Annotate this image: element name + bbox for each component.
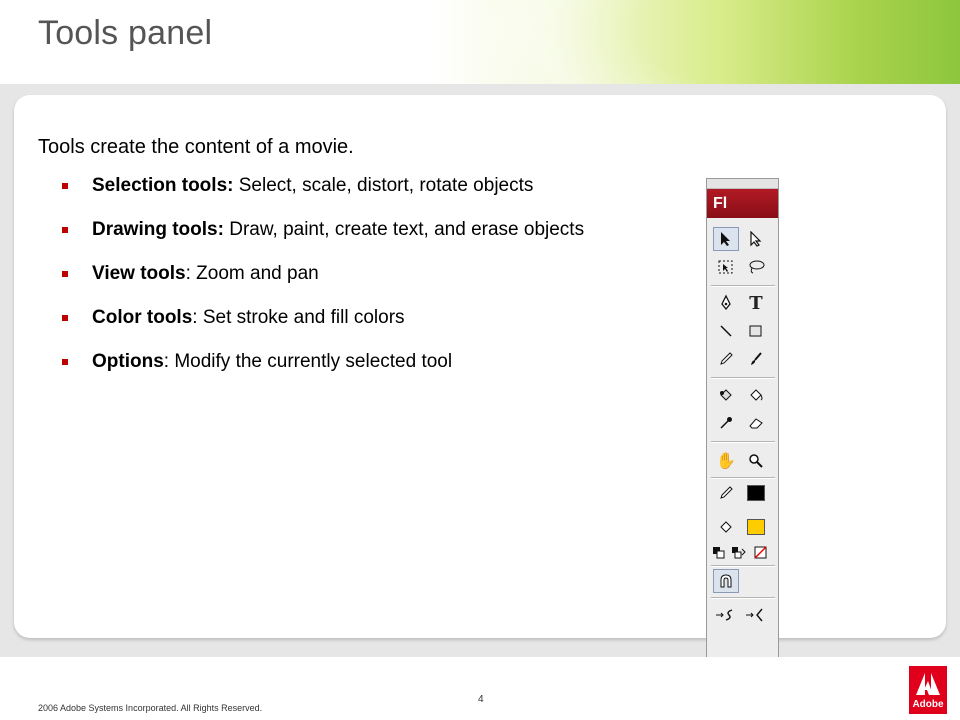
tool-row-transform <box>713 255 773 279</box>
bullet-text: Draw, paint, create text, and erase objects <box>223 219 585 240</box>
tool-row-eyedropper-eraser <box>713 411 773 435</box>
bullet-text: Select, scale, distort, rotate objects <box>233 175 534 196</box>
stroke-color-swatch <box>747 485 765 501</box>
bullet-marker <box>62 359 68 365</box>
swap-colors-icon[interactable] <box>729 541 749 565</box>
bullet-text: : Zoom and pan <box>185 263 319 284</box>
brush-icon[interactable] <box>743 347 769 371</box>
zoom-icon[interactable] <box>743 449 769 473</box>
adobe-a-icon <box>916 673 940 695</box>
bullet-text: : Set stroke and fill colors <box>192 307 405 328</box>
free-transform-icon[interactable] <box>713 255 739 279</box>
header-swoosh <box>480 0 960 84</box>
stroke-pencil-icon <box>713 481 739 505</box>
bullet-view-tools <box>62 262 622 285</box>
bullet-term: Options <box>92 351 164 372</box>
tool-row-fill-color <box>713 515 773 539</box>
tool-row-fill <box>713 383 773 407</box>
smooth-icon[interactable] <box>713 603 739 627</box>
bullet-list <box>62 174 622 394</box>
bullet-marker <box>62 271 68 277</box>
panel-titlebar <box>707 179 778 189</box>
bullet-selection-tools <box>62 174 622 197</box>
eyedropper-icon[interactable] <box>713 411 739 435</box>
adobe-logo <box>909 666 947 714</box>
panel-divider <box>711 377 775 379</box>
bullet-drawing-tools <box>62 218 622 241</box>
panel-divider <box>711 565 775 567</box>
no-color-icon[interactable] <box>751 541 771 565</box>
tool-row-selection <box>713 227 773 251</box>
pencil-icon[interactable] <box>713 347 739 371</box>
paint-bucket-icon[interactable] <box>743 383 769 407</box>
tool-row-pencil-brush <box>713 347 773 371</box>
lasso-icon[interactable] <box>743 255 769 279</box>
tool-row-line-rect <box>713 319 773 343</box>
bullet-text: : Modify the currently selected tool <box>163 351 453 372</box>
bullet-term: Color tools <box>92 307 193 328</box>
bullet-color-tools <box>62 306 622 329</box>
flash-header: Fl <box>707 189 778 218</box>
adobe-wordmark: Adobe <box>912 699 944 710</box>
copyright-text: 2006 Adobe Systems Incorporated. All Rights Reserved. <box>38 703 263 713</box>
pen-icon[interactable] <box>713 291 739 315</box>
straighten-icon[interactable] <box>743 603 769 627</box>
tools-panel <box>706 178 779 678</box>
tool-row-color-options <box>713 541 773 565</box>
panel-divider <box>711 477 775 479</box>
snap-to-objects-icon[interactable] <box>713 569 739 593</box>
bullet-marker <box>62 183 68 189</box>
bullet-term: View tools <box>92 263 186 284</box>
rectangle-icon[interactable] <box>743 319 769 343</box>
stroke-color-icon[interactable] <box>743 481 769 505</box>
fill-bucket-icon <box>713 515 739 539</box>
subselection-arrow-icon[interactable] <box>743 227 769 251</box>
intro-text: Tools create the content of a movie. <box>38 136 354 158</box>
tool-row-snap <box>713 569 773 593</box>
line-icon[interactable] <box>713 319 739 343</box>
bullet-term: Selection tools: <box>92 175 234 196</box>
ink-bottle-icon[interactable] <box>713 383 739 407</box>
eraser-icon[interactable] <box>743 411 769 435</box>
tool-row-stroke-color <box>713 481 773 505</box>
bullet-term: Drawing tools: <box>92 219 224 240</box>
panel-divider <box>711 597 775 599</box>
tool-row-smooth <box>713 603 773 627</box>
tool-row-view <box>713 449 773 473</box>
bullet-marker <box>62 227 68 233</box>
tool-row-pen-text <box>713 291 773 315</box>
black-white-icon[interactable] <box>709 541 729 565</box>
text-tool-icon[interactable]: T <box>749 292 763 314</box>
hand-icon[interactable]: ✋ <box>716 453 736 470</box>
fill-color-icon[interactable] <box>743 515 769 539</box>
slide-title: Tools panel <box>38 14 213 52</box>
panel-divider <box>711 441 775 443</box>
fill-color-swatch <box>747 519 765 535</box>
page-number: 4 <box>478 694 484 705</box>
bullet-marker <box>62 315 68 321</box>
selection-arrow-icon[interactable] <box>713 227 739 251</box>
bullet-options <box>62 350 622 373</box>
header-banner <box>0 0 960 84</box>
panel-divider <box>711 285 775 287</box>
